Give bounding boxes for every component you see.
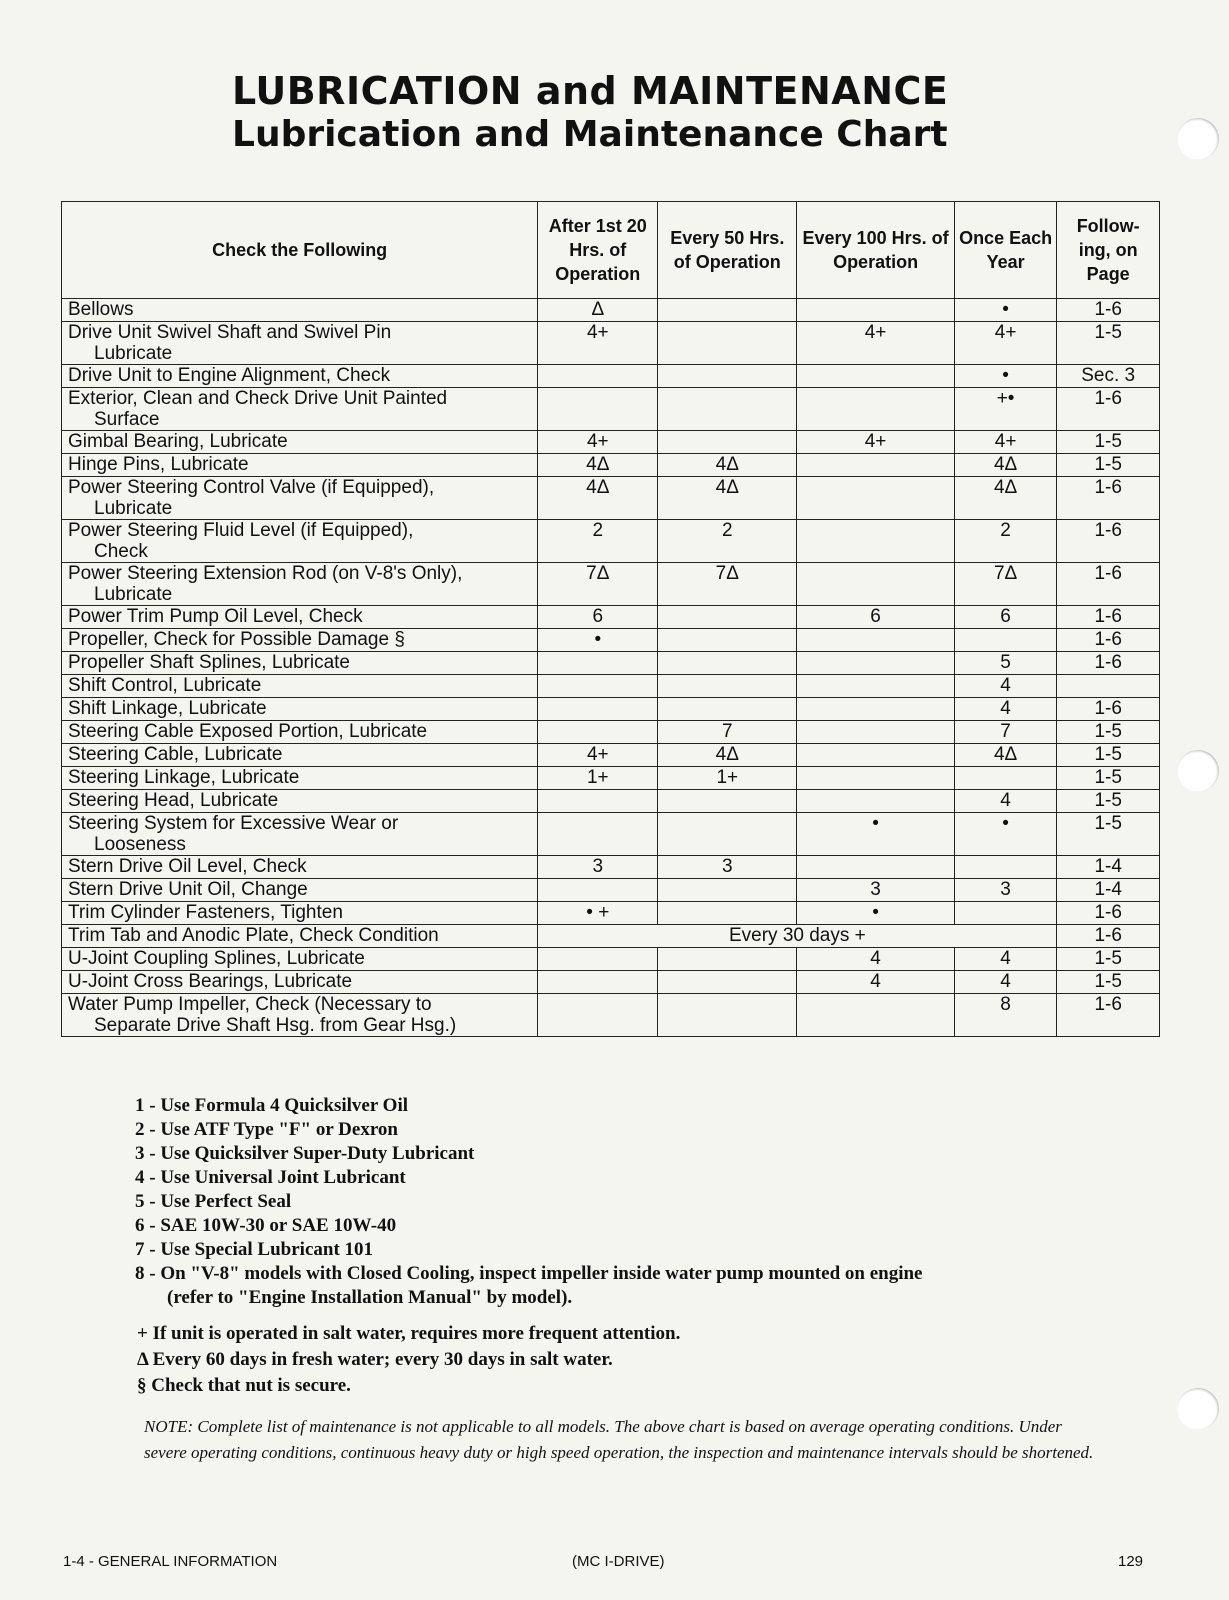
cell-once-year: • [954, 299, 1057, 322]
item-text: Steering Cable, Lubricate [68, 744, 283, 765]
cell-page: 1-5 [1057, 431, 1160, 454]
cell-page: 1-4 [1057, 879, 1160, 902]
table-row [62, 767, 1160, 790]
item-text: Drive Unit to Engine Alignment, Check [68, 365, 391, 386]
legend-item: 3 - Use Quicksilver Super-Duty Lubricant [135, 1143, 475, 1164]
cell-item [62, 925, 538, 948]
cell-item [62, 856, 538, 879]
table-row [62, 790, 1160, 813]
cell-once-year: 4 [954, 790, 1057, 813]
item-text: Trim Tab and Anodic Plate, Check Condition [68, 925, 439, 946]
table-row [62, 431, 1160, 454]
cell-once-year: 4 [954, 948, 1057, 971]
legend-item-8-text: 8 - On "V-8" models with Closed Cooling, inspect impeller inside water pump mounted on engine [135, 1263, 923, 1284]
cell-page: 1-6 [1057, 606, 1160, 629]
cell-after-20: 4+ [538, 322, 658, 365]
cell-page: 1-6 [1057, 629, 1160, 652]
table-row [62, 971, 1160, 994]
cell-every-100: 4 [797, 971, 954, 994]
cell-page: 1-6 [1057, 902, 1160, 925]
cell-every-50 [658, 971, 797, 994]
cell-every-50 [658, 431, 797, 454]
cell-item [62, 902, 538, 925]
table-row [62, 675, 1160, 698]
cell-every-100: 6 [797, 606, 954, 629]
cell-every-50 [658, 322, 797, 365]
maintenance-chart-table [61, 201, 1160, 1037]
cell-every-50 [658, 879, 797, 902]
cell-item [62, 994, 538, 1037]
legend-item-8-continuation: (refer to "Engine Installation Manual" by model). [167, 1287, 573, 1308]
cell-every-50 [658, 299, 797, 322]
cell-item [62, 520, 538, 563]
table-row [62, 652, 1160, 675]
item-text-continuation: Lubricate [94, 584, 173, 605]
cell-after-20: 4Δ [538, 454, 658, 477]
cell-once-year: 7Δ [954, 563, 1057, 606]
title-line-2: Lubrication and Maintenance Chart [232, 113, 948, 155]
cell-after-20 [538, 994, 658, 1037]
item-text: Drive Unit Swivel Shaft and Swivel Pin [68, 322, 392, 343]
cell-after-20: 7Δ [538, 563, 658, 606]
cell-item [62, 388, 538, 431]
item-text: Stern Drive Oil Level, Check [68, 856, 307, 877]
item-text: Power Steering Fluid Level (if Equipped), [68, 520, 414, 541]
table-row [62, 879, 1160, 902]
cell-once-year [954, 767, 1057, 790]
cell-every-50 [658, 365, 797, 388]
cell-page: 1-5 [1057, 790, 1160, 813]
symbol-section-note: § Check that nut is secure. [137, 1375, 351, 1396]
cell-page: 1-6 [1057, 388, 1160, 431]
cell-every-100: 4+ [797, 322, 954, 365]
cell-every-100 [797, 994, 954, 1037]
maintenance-note: NOTE: Complete list of maintenance is not applicable to all models. The above chart is based on average operating conditions. Under severe operating conditions, continuous heavy duty or high speed operation, the inspection and maintenance intervals should be shortened. [144, 1417, 1094, 1462]
symbol-plus-note: + If unit is operated in salt water, requires more frequent attention. [137, 1323, 681, 1344]
cell-every-100 [797, 652, 954, 675]
cell-after-20: • + [538, 902, 658, 925]
table-row [62, 365, 1160, 388]
legend-item: 5 - Use Perfect Seal [135, 1191, 292, 1212]
table-row [62, 322, 1160, 365]
symbol-delta-note: Δ Every 60 days in fresh water; every 30 days in salt water. [137, 1349, 613, 1370]
cell-page: 1-6 [1057, 994, 1160, 1037]
item-text: Power Steering Extension Rod (on V-8's Only), [68, 563, 463, 584]
cell-item [62, 721, 538, 744]
cell-page: Sec. 3 [1057, 365, 1160, 388]
item-text: Stern Drive Unit Oil, Change [68, 879, 308, 900]
binder-hole [1177, 1388, 1219, 1430]
cell-interval-span: Every 30 days + [538, 925, 1057, 948]
cell-item [62, 790, 538, 813]
item-text: Bellows [68, 299, 134, 320]
cell-item [62, 675, 538, 698]
col-header-after-20: After 1st 20 Hrs. of Operation [538, 202, 658, 299]
table-row [62, 744, 1160, 767]
cell-item [62, 698, 538, 721]
cell-every-50 [658, 675, 797, 698]
item-text: Exterior, Clean and Check Drive Unit Painted [68, 388, 448, 409]
table-row [62, 629, 1160, 652]
table-row [62, 563, 1160, 606]
table-row [62, 721, 1160, 744]
cell-every-100 [797, 299, 954, 322]
cell-after-20 [538, 388, 658, 431]
cell-after-20 [538, 698, 658, 721]
cell-every-100: 3 [797, 879, 954, 902]
cell-after-20: Δ [538, 299, 658, 322]
binder-hole [1177, 118, 1219, 160]
cell-item [62, 629, 538, 652]
table-row [62, 925, 1160, 948]
cell-every-100 [797, 388, 954, 431]
item-text: Shift Control, Lubricate [68, 675, 262, 696]
item-text-continuation: Check [94, 541, 148, 562]
cell-item [62, 299, 538, 322]
item-text: Power Trim Pump Oil Level, Check [68, 606, 363, 627]
cell-every-100 [797, 477, 954, 520]
item-text: Shift Linkage, Lubricate [68, 698, 267, 719]
cell-item [62, 971, 538, 994]
cell-item [62, 813, 538, 856]
table-row [62, 994, 1160, 1037]
cell-once-year: 7 [954, 721, 1057, 744]
cell-every-100 [797, 698, 954, 721]
cell-every-50 [658, 994, 797, 1037]
cell-every-50: 1+ [658, 767, 797, 790]
cell-every-50 [658, 813, 797, 856]
cell-once-year: 5 [954, 652, 1057, 675]
cell-page: 1-5 [1057, 948, 1160, 971]
cell-page: 1-6 [1057, 563, 1160, 606]
cell-after-20 [538, 652, 658, 675]
table-row [62, 948, 1160, 971]
table-row [62, 477, 1160, 520]
item-text: Trim Cylinder Fasteners, Tighten [68, 902, 343, 923]
cell-page: 1-5 [1057, 322, 1160, 365]
cell-after-20 [538, 721, 658, 744]
cell-every-50 [658, 698, 797, 721]
cell-page: 1-5 [1057, 971, 1160, 994]
cell-item [62, 606, 538, 629]
cell-page: 1-6 [1057, 652, 1160, 675]
item-text: Steering System for Excessive Wear or [68, 813, 399, 834]
col-header-check: Check the Following [62, 202, 538, 299]
cell-every-100 [797, 790, 954, 813]
cell-after-20 [538, 879, 658, 902]
footer-section-label: 1-4 - GENERAL INFORMATION [63, 1553, 278, 1570]
cell-after-20: 3 [538, 856, 658, 879]
cell-after-20: 2 [538, 520, 658, 563]
cell-once-year: 4+ [954, 431, 1057, 454]
cell-once-year: 4Δ [954, 454, 1057, 477]
cell-every-50: 3 [658, 856, 797, 879]
page-title [232, 70, 948, 155]
cell-after-20: • [538, 629, 658, 652]
cell-once-year: 3 [954, 879, 1057, 902]
cell-every-50: 4Δ [658, 744, 797, 767]
item-text: Propeller Shaft Splines, Lubricate [68, 652, 350, 673]
cell-every-50: 4Δ [658, 454, 797, 477]
cell-page: 1-6 [1057, 698, 1160, 721]
legend-item: 6 - SAE 10W-30 or SAE 10W-40 [135, 1215, 397, 1236]
legend-item: 1 - Use Formula 4 Quicksilver Oil [135, 1095, 409, 1116]
item-text: Power Steering Control Valve (if Equipped), [68, 477, 435, 498]
table-row [62, 454, 1160, 477]
item-text-continuation: Surface [94, 409, 160, 430]
cell-every-100 [797, 721, 954, 744]
cell-page: 1-5 [1057, 721, 1160, 744]
item-text: Water Pump Impeller, Check (Necessary to [68, 994, 432, 1015]
cell-item [62, 948, 538, 971]
cell-once-year: 4+ [954, 322, 1057, 365]
legend-item [135, 1262, 1095, 1310]
cell-every-50: 7Δ [658, 563, 797, 606]
cell-after-20: 4+ [538, 744, 658, 767]
table-row [62, 856, 1160, 879]
cell-every-100: • [797, 902, 954, 925]
cell-page: 1-6 [1057, 520, 1160, 563]
cell-after-20 [538, 365, 658, 388]
cell-item [62, 365, 538, 388]
cell-every-50: 7 [658, 721, 797, 744]
cell-every-100 [797, 675, 954, 698]
cell-after-20 [538, 948, 658, 971]
col-header-every-50: Every 50 Hrs. of Operation [658, 202, 797, 299]
cell-once-year [954, 902, 1057, 925]
table-body [62, 299, 1160, 1037]
item-text: Gimbal Bearing, Lubricate [68, 431, 288, 452]
cell-page: 1-6 [1057, 299, 1160, 322]
cell-every-100 [797, 856, 954, 879]
cell-every-100 [797, 629, 954, 652]
table-header-row [62, 202, 1160, 299]
legend-item: 2 - Use ATF Type "F" or Dexron [135, 1119, 398, 1140]
page-number: 129 [1118, 1553, 1144, 1570]
item-text: Steering Linkage, Lubricate [68, 767, 300, 788]
cell-every-50 [658, 902, 797, 925]
cell-once-year: 4 [954, 971, 1057, 994]
cell-after-20: 4+ [538, 431, 658, 454]
cell-once-year: 8 [954, 994, 1057, 1037]
item-text: U-Joint Coupling Splines, Lubricate [68, 948, 365, 969]
item-text-continuation: Looseness [94, 834, 186, 855]
cell-every-100: 4+ [797, 431, 954, 454]
cell-once-year: • [954, 365, 1057, 388]
table-row [62, 520, 1160, 563]
cell-every-50: 4Δ [658, 477, 797, 520]
cell-item [62, 767, 538, 790]
item-text-continuation: Lubricate [94, 343, 173, 364]
cell-once-year: • [954, 813, 1057, 856]
cell-once-year [954, 856, 1057, 879]
cell-once-year: 4Δ [954, 477, 1057, 520]
cell-page: 1-5 [1057, 813, 1160, 856]
symbol-legend [137, 1321, 1097, 1399]
cell-every-50 [658, 790, 797, 813]
cell-every-50 [658, 388, 797, 431]
cell-every-50 [658, 629, 797, 652]
cell-item [62, 879, 538, 902]
cell-once-year: +• [954, 388, 1057, 431]
item-text: Steering Cable Exposed Portion, Lubricate [68, 721, 428, 742]
binder-hole [1177, 750, 1219, 792]
item-text: Hinge Pins, Lubricate [68, 454, 249, 475]
cell-item [62, 454, 538, 477]
footer-manual-name: (MC I-DRIVE) [572, 1553, 665, 1570]
cell-once-year: 4Δ [954, 744, 1057, 767]
cell-every-50 [658, 948, 797, 971]
table-row [62, 388, 1160, 431]
table-row [62, 606, 1160, 629]
cell-page: 1-6 [1057, 477, 1160, 520]
cell-every-100 [797, 563, 954, 606]
table-row [62, 698, 1160, 721]
table-row [62, 299, 1160, 322]
col-header-page: Follow-ing, on Page [1057, 202, 1160, 299]
cell-every-100 [797, 520, 954, 563]
cell-once-year: 2 [954, 520, 1057, 563]
cell-item [62, 322, 538, 365]
cell-every-100 [797, 744, 954, 767]
cell-every-50 [658, 652, 797, 675]
cell-page [1057, 675, 1160, 698]
cell-once-year: 6 [954, 606, 1057, 629]
cell-item [62, 477, 538, 520]
cell-every-100: • [797, 813, 954, 856]
cell-every-50 [658, 606, 797, 629]
item-text: Propeller, Check for Possible Damage § [68, 629, 405, 650]
table-row [62, 902, 1160, 925]
cell-item [62, 563, 538, 606]
item-text: U-Joint Cross Bearings, Lubricate [68, 971, 353, 992]
item-text-continuation: Lubricate [94, 498, 173, 519]
cell-after-20: 6 [538, 606, 658, 629]
cell-item [62, 744, 538, 767]
cell-after-20 [538, 790, 658, 813]
legend-item: 7 - Use Special Lubricant 101 [135, 1239, 374, 1260]
legend-item: 4 - Use Universal Joint Lubricant [135, 1167, 406, 1188]
cell-item [62, 652, 538, 675]
lubricant-legend [135, 1094, 1095, 1310]
cell-item [62, 431, 538, 454]
cell-every-50: 2 [658, 520, 797, 563]
title-line-1: LUBRICATION and MAINTENANCE [232, 69, 949, 113]
cell-once-year: 4 [954, 698, 1057, 721]
cell-every-100 [797, 365, 954, 388]
col-header-once-year: Once Each Year [954, 202, 1057, 299]
cell-after-20 [538, 971, 658, 994]
item-text-continuation: Separate Drive Shaft Hsg. from Gear Hsg.) [94, 1015, 457, 1036]
cell-page: 1-6 [1057, 925, 1160, 948]
cell-page: 1-5 [1057, 744, 1160, 767]
cell-every-100 [797, 454, 954, 477]
cell-page: 1-5 [1057, 767, 1160, 790]
cell-after-20: 4Δ [538, 477, 658, 520]
cell-every-100 [797, 767, 954, 790]
cell-after-20 [538, 813, 658, 856]
cell-page: 1-5 [1057, 454, 1160, 477]
cell-once-year [954, 629, 1057, 652]
cell-once-year: 4 [954, 675, 1057, 698]
cell-page: 1-4 [1057, 856, 1160, 879]
col-header-every-100: Every 100 Hrs. of Operation [797, 202, 954, 299]
cell-after-20: 1+ [538, 767, 658, 790]
table-row [62, 813, 1160, 856]
cell-after-20 [538, 675, 658, 698]
item-text: Steering Head, Lubricate [68, 790, 279, 811]
cell-every-100: 4 [797, 948, 954, 971]
